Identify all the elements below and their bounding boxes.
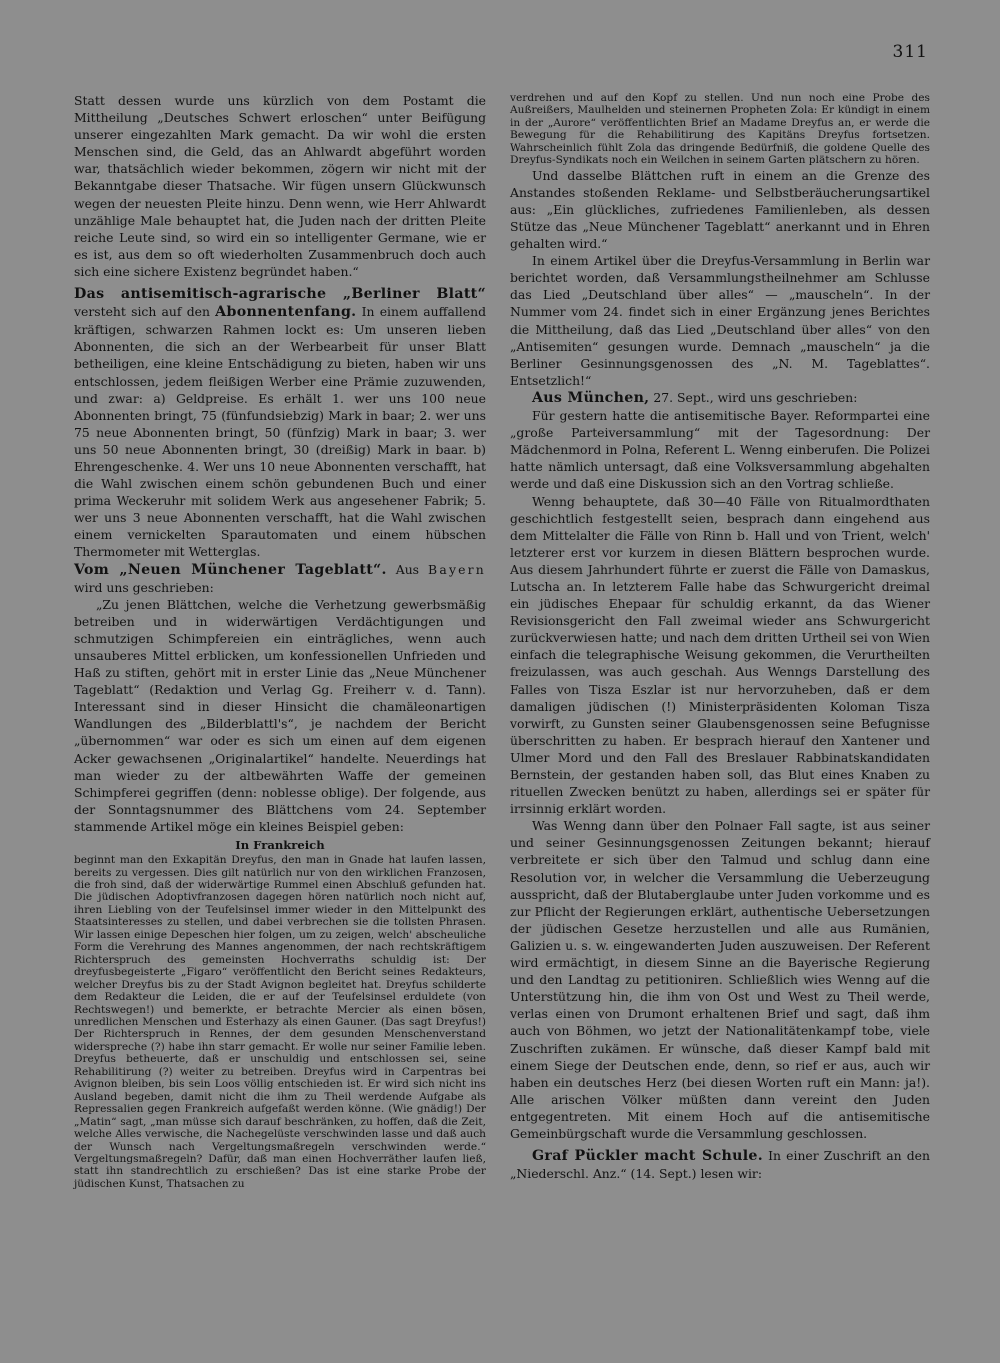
text-bayern: Bayern (428, 561, 486, 577)
paragraph-aus-muenchen (510, 389, 930, 407)
heading-aus-muenchen: Aus München, (532, 389, 650, 406)
text-aus: Aus (395, 561, 420, 577)
subheading-in-frankreich: In Frankreich (235, 838, 325, 853)
page-number: 311 (892, 42, 928, 62)
paragraph-dreyfus-versammlung: In einem Artikel über die Dreyfus-Versammlung in Berlin war berichtet worden, daß Versammlungstheilnehmer am Schlusse das Lied „Deutschland über alles“ — „mauscheln“. In der Nummer vom 24. findet sich in einer Ergänzung jenes Berichtes die Mittheilung, daß das Lied „Deutschland über alles“ von den „Antisemiten“ gesungen wurde. Demnach „mauscheln“ ja die Berliner Gesinnungsgenossen des „N. M. Tageblattes“. Entsetzlich!“ (510, 253, 930, 388)
heading-graf-pueckler: Graf Pückler macht Schule. (532, 1148, 763, 1165)
text-datum: 27. Sept., wird uns geschrieben: (653, 389, 858, 405)
paragraph-familienleben: Und dasselbe Blättchen ruft in einem an die Grenze des Anstandes stoßenden Reklame- und Selbstberäucherungsartikel aus: „Ein glückliches, zufriedenes Familienleben, als dessen Stütze das „Neue Münchener Tageblatt“ anerkannt und in Ehren gehalten wird.“ (510, 167, 930, 252)
quoted-article-continued: verdrehen und auf den Kopf zu stellen. Und nun noch eine Probe des Außreißers, Maulhelden und steinernen Propheten Zola: Er kündigt in einem in der „Aurore“ veröffentlichten Brief an Madame Dreyfus an, er werde die Bewegung für die Rehabilitirung des Kapitäns Dreyfus fortsetzen. Wahrscheinlich fühlt Zola das dringende Bedürfniß, die goldene Quelle des Dreyfus-Syndikats noch ein Weilchen in seinem Garten plätschern zu hören. (510, 92, 930, 167)
paragraph-graf-pueckler (510, 1147, 930, 1182)
paragraph-parteiversammlung: Für gestern hatte die antisemitische Bayer. Reformpartei eine „große Parteiversammlung“ mit der Tagesordnung: Der Mädchenmord in Polna, Referent L. Wenng einberufen. Die Polizei hatte nämlich untersagt, daß eine Volksversammlung abgehalten werde und daß eine Diskussion sich an den Vortrag schließe. (510, 408, 930, 492)
paragraph-berliner-blatt (74, 285, 486, 561)
paragraph-ahlwardt: Statt dessen wurde uns kürzlich von dem Postamt die Mittheilung „Deutsches Schwert erloschen“ unter Beifügung unserer eingezahlten Mark gemacht. Da wir wohl die ersten Menschen sind, die Geld, das an Ahlwardt abgeführt worden war, thatsächlich wieder bekommen, zögern wir nicht mit der Bekanntgabe dieser Thatsache. Wir fügen unsern Glückwunsch wegen der neuesten Pleite hinzu. Denn wenn, wie Herr Ahlwardt unzählige Male behauptet hat, die Juden nach der dritten Pleite reiche Leute sind, so wird ein so intelligenter Germane, wie er es ist, aus dem so oft wiederholten Zusammenbruch doch auch sich eine sichere Existenz begründet haben.“ (74, 93, 486, 279)
heading-abonnentenfang: Abonnentenfang. (215, 304, 357, 321)
heading-berliner-blatt: Das antisemitisch-agrarische „Berliner Blatt“ (74, 286, 486, 303)
text-versteht: versteht sich auf den (74, 304, 210, 320)
paragraph-wenng-ritualmord: Wenng behauptete, daß 30—40 Fälle von Ritualmordthaten geschichtlich festgestellt seien, besprach dann eingehend aus dem Mittelalter die Fälle von Rinn b. Hall und von Trient, welch' letzterer erst vor kurzem in diesen Blättern besprochen wurde. Aus diesem Jahrhundert führte er zuerst die Fälle von Damaskus, Lutscha an. In letzterem Falle habe das Schwurgericht dreimal ein jüdisches Ehepaar für schuldig erkannt, da das Wiener Revisionsgericht den Fall zweimal wieder ans Schwurgericht zurückverwiesen hatte; und nach dem dritten Urtheil sei von Wien einfach die telegraphische Weisung gekommen, die Verurtheilten freizulassen, was auch geschah. Aus Wenngs Darstellung des Falles von Tisza Eszlar ist nur hervorzuheben, daß er dem damaligen jüdischen (!) Ministerpräsidenten Koloman Tisza vorwirft, zu Gunsten seiner Glaubensgenossen seine Befugnisse überschritten zu haben. Er besprach hierauf den Xantener und Ulmer Mord und den Fall des Breslauer Rabbinatskandidaten Bernstein, der gestanden haben soll, das Blut eines Knaben zu rituellen Zwecken benützt zu haben, allerdings sei er später für irrsinnig erklärt worden. (510, 493, 930, 817)
paragraph-blaettchen: „Zu jenen Blättchen, welche die Verhetzung gewerbsmäßig betreiben und in widerwärtigen Verdächtigungen und schmutzigen Schimpfereien ein einträgliches, wenn auch unsauberes Mittel erblicken, um konfessionellen Unfrieden und Haß zu stiften, gehört mit in erster Linie das „Neue Münchener Tageblatt“ (Redaktion und Verlag Gg. Freiherr v. d. Tann). Interessant sind in dieser Hinsicht die chamäleonartigen Wandlungen des „Bilderblattl's“, je nachdem der Bericht „übernommen“ war oder es sich um einen auf dem eigenen Acker gewachsenen „Originalartikel“ handelte. Neuerdings hat man wieder zu der altbewährten Waffe der gemeinen Schimpferei gegriffen (denn: noblesse oblige). Der folgende, aus der Sonntagsnummer des Blättchens vom 24. September stammende Artikel möge ein kleines Beispiel geben: (74, 596, 486, 834)
left-column (74, 92, 486, 1190)
text-abonnentenfang: In einem auffallend kräftigen, schwarzen Rahmen lockt es: Um unseren lieben Abonnenten, die sich an der Werbearbeit für unser Blatt betheiligen, eine kleine Entschädigung zu bieten, haben wir uns entschlossen, jedem fleißigen Werber eine Prämie zuzuwenden, und zwar: a) Geldpreise. Es erhält 1. wer uns 100 neue Abonnenten bringt, 75 (fünfundsiebzig) Mark in baar; 2. wer uns 75 neue Abonnenten bringt, 50 (fünfzig) Mark in baar; 3. wer uns 50 neue Abonnenten bringt, 30 (dreißig) Mark in baar. b) Ehrengeschenke. 4. Wer uns 10 neue Abonnenten verschafft, hat die Wahl zwischen einem schön gebundenen Buch und einer prima Weckeruhr mit solidem Werk aus angesehener Fabrik; 5. wer uns 3 neue Abonnenten verschafft, hat die Wahl zwischen einem vernickelten Sparautomaten und einem hübschen Thermometer mit Wetterglas. (74, 304, 486, 560)
paragraph-tageblatt-intro (74, 561, 486, 596)
text-zuschrift: In einer Zuschrift an den „Niederschl. Anz.“ (14. Sept.) lesen wir: (510, 1148, 930, 1182)
paragraph-polnaer-fall: Was Wenng dann über den Polnaer Fall sagte, ist aus seiner und seiner Gesinnungsgenossen Zeitungen bekannt; hierauf verbreitete er sich über den Talmud und schlug dann eine Resolution vor, in welcher die Versammlung die Ueberzeugung ausspricht, daß der Blutaberglaube unter Juden vorkomme und es zur Pflicht der Regierungen erklärt, authentische Uebersetzungen der jüdischen Gesetze herzustellen und alle aus Rumänien, Galizien u. s. w. eingewanderten Juden auszuweisen. Der Referent wird ermächtigt, in diesem Sinne an die Bayerische Regierung und den Landtag zu petitioniren. Schließlich wies Wenng auf die Unterstützung hin, die ihm von Ost und West zu Theil werde, verlas einen von Drumont erhaltenen Brief und sagt, daß ihm auch von Böhmen, wo jetzt der Nationalitätenkampf tobe, viele Zuschriften zukämen. Er wünsche, daß dieser Kampf bald mit einem Siege der Deutschen ende, denn, so rief er aus, auch wir haben ein deutsches Herz (bei diesen Worten ruft ein Mann: ja!). Alle arischen Völker müßten dann vereint den Juden entgegentreten. Mit einem Hoch auf die antisemitische Gemeinbürgschaft wurde die Versammlung geschlossen. (510, 818, 930, 1141)
right-column (510, 92, 930, 1182)
heading-neues-muenchener-tageblatt: Vom „Neuen Münchener Tageblatt“. (74, 561, 387, 578)
quoted-article-frankreich: beginnt man den Exkapitän Dreyfus, den man in Gnade hat laufen lassen, bereits zu vergessen. Dies gilt natürlich nur von den wirklichen Franzosen, die froh sind, daß der widerwärtige Rummel einen Abschluß gefunden hat. Die jüdischen Adoptivfranzosen dagegen hören natürlich noch nicht auf, ihren Liebling von der Teufelsinsel immer wieder in den Mittelpunkt des Staatsinteresses zu stellen, und dabei verbrechen sie die tollsten Phrasen. Wir lassen einige Depeschen hier folgen, um zu zeigen, welch' abscheuliche Form die Verehrung des Mannes angenommen, der nach rechtskräftigem Richterspruch des gemeinsten Hochverraths schuldig ist: Der dreyfusbegeisterte „Figaro“ veröffentlicht den Bericht seines Redakteurs, welcher Dreyfus bis zu der Stadt Avignon begleitet hat. Dreyfus schilderte dem Redakteur die Leiden, die er auf der Teufelsinsel erduldete (von Rechtswegen!) und bemerkte, er betrachte Mercier als einen bösen, unredlichen Menschen und Esterhazy als einen Gauner. (Das sagt Dreyfus!) Der Richterspruch in Rennes, der dem gesunden Menschenverstand widerspreche (?) habe ihn starr gemacht. Er wolle nur seiner Familie leben. Dreyfus betheuerte, daß er unschuldig und entschlossen sei, seine Rehabilitirung (?) weiter zu betreiben. Dreyfus wird in Carpentras bei Avignon bleiben, bis sein Loos völlig entschieden ist. Er wird sich nicht ins Ausland begeben, damit nicht die ihm zu Theil werdende Aufgabe als Repressalien gegen Frankreich aufgefaßt werden könne. (Wie gnädig!) Der „Matin“ sagt, „man müsse sich darauf beschränken, zu hoffen, daß die Zeit, welche Alles verwische, die Nachegelüste verschwinden lasse und daß auch der Wunsch nach Vergeltungsmaßregeln verschwinden werde.“ Vergeltungsmaßregeln? Dafür, daß man einen Hochverräther laufen ließ, statt ihn standrechtlich zu erschießen? Das ist eine starke Probe der jüdischen Kunst, Thatsachen zu (74, 854, 486, 1190)
text-geschrieben: wird uns geschrieben: (74, 579, 214, 595)
